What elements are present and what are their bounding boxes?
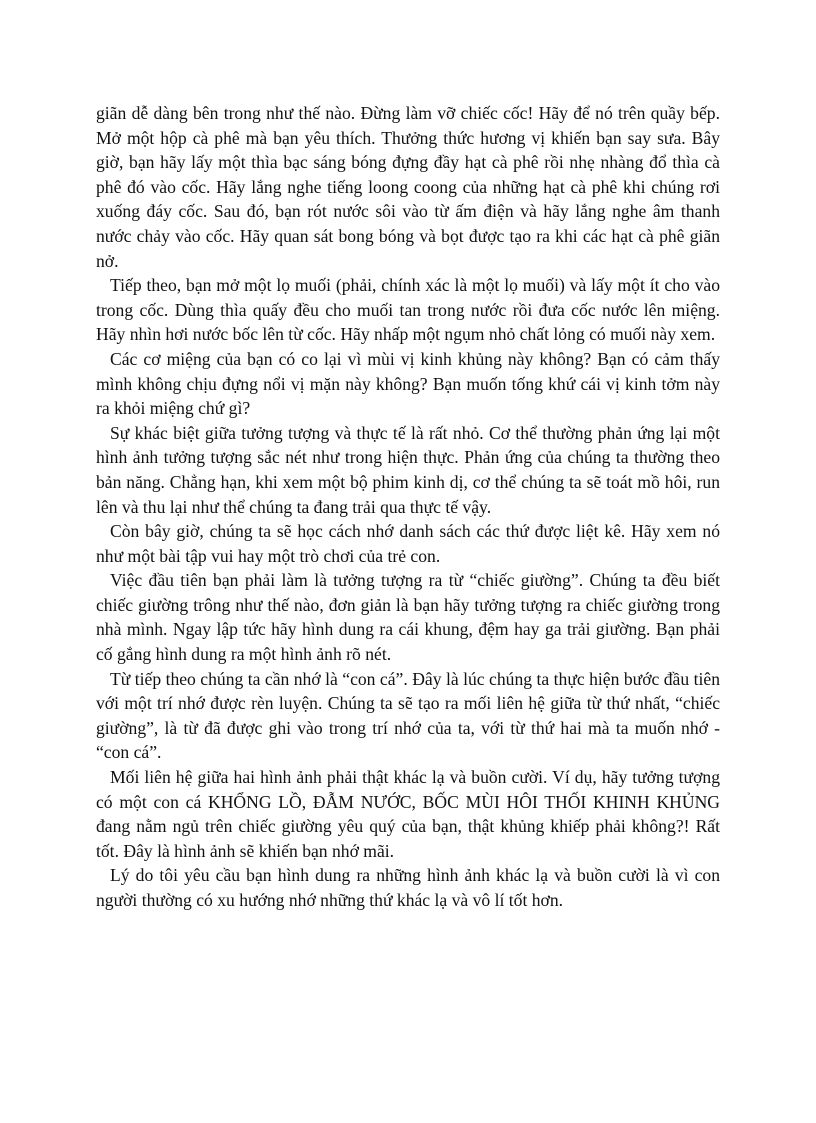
paragraph-memorize-list: Còn bây giờ, chúng ta sẽ học cách nhớ danh sách các thứ được liệt kê. Hãy xem nó như một bài tập vui hay một trò chơi của trẻ con. — [96, 521, 720, 566]
paragraph-continuation: giãn dễ dàng bên trong như thế nào. Đừng làm vỡ chiếc cốc! Hãy để nó trên quầy bếp. Mở một hộp cà phê mà bạn yêu thích. Thưởng thức hương vị khiến bạn say sưa. Bây giờ, bạn hãy lấy một thìa bạc sáng bóng đựng đầy hạt cà phê rồi nhẹ nhàng đổ thìa cà phê đó vào cốc. Hãy lắng nghe tiếng loong coong của những hạt cà phê khi chúng rơi xuống đáy cốc. Sau đó, bạn rót nước sôi vào từ ấm điện và hãy lắng nghe âm thanh nước chảy vào cốc. Hãy quan sát bong bóng và bọt được tạo ra khi các hạt cà phê giãn nở. — [96, 103, 720, 271]
paragraph-fish: Từ tiếp theo chúng ta cần nhớ là “con cá”. Đây là lúc chúng ta thực hiện bước đầu tiên với một trí nhớ được rèn luyện. Chúng ta sẽ tạo ra mối liên hệ giữa từ thứ nhất, “chiếc giường”, là từ đã được ghi vào trong trí nhớ của ta, với từ thứ hai mà ta muốn nhớ - “con cá”. — [96, 668, 720, 763]
paragraph-link-images: Mối liên hệ giữa hai hình ảnh phải thật khác lạ và buồn cười. Ví dụ, hãy tưởng tượng có một con cá KHỔNG LỒ, ĐẪM NƯỚC, BỐC MÙI HÔI THỐI KHINH KHỦNG đang nằm ngủ trên chiếc giường yêu quý của bạn, thật khủng khiếp phải không?! Rất tốt. Đây là hình ảnh sẽ khiến bạn nhớ mãi. — [96, 767, 720, 861]
paragraph-bed: Việc đầu tiên bạn phải làm là tưởng tượng ra từ “chiếc giường”. Chúng ta đều biết chiếc giường trông như thế nào, đơn giản là bạn hãy tưởng tượng ra chiếc giường trong nhà mình. Ngay lập tức hãy hình dung ra cái khung, đệm hay ga trải giường. Bạn phải cố gắng hình dung ra một hình ảnh rõ nét. — [96, 570, 720, 665]
paragraph-mouth-reaction: Các cơ miệng của bạn có co lại vì mùi vị kinh khủng này không? Bạn có cảm thấy mình không chịu đựng nổi vị mặn này không? Bạn muốn tống khứ cái vị kinh tởm này ra khỏi miệng chứ gì? — [96, 348, 720, 419]
paragraph-reason: Lý do tôi yêu cầu bạn hình dung ra những hình ảnh khác lạ và buồn cười là vì con người thường có xu hướng nhớ những thứ khác lạ và vô lí tốt hơn. — [96, 865, 720, 910]
paragraph-imagination-vs-reality: Sự khác biệt giữa tưởng tượng và thực tế là rất nhỏ. Cơ thể thường phản ứng lại một hình ảnh tưởng tượng sắc nét như trong hiện thực. Phản ứng của chúng ta thường theo bản năng. Chẳng hạn, khi xem một bộ phim kinh dị, cơ thể chúng ta sẽ toát mồ hôi, run lên và thu lại như thể chúng ta đang trải qua thực tế vậy. — [96, 422, 720, 517]
paragraph-salt: Tiếp theo, bạn mở một lọ muối (phải, chính xác là một lọ muối) và lấy một ít cho vào trong cốc. Dùng thìa quấy đều cho muối tan trong nước rồi đưa cốc nước lên miệng. Hãy nhìn hơi nước bốc lên từ cốc. Hãy nhấp một ngụm nhỏ chất lỏng có muối này xem. — [96, 275, 720, 345]
document-page — [96, 101, 720, 913]
